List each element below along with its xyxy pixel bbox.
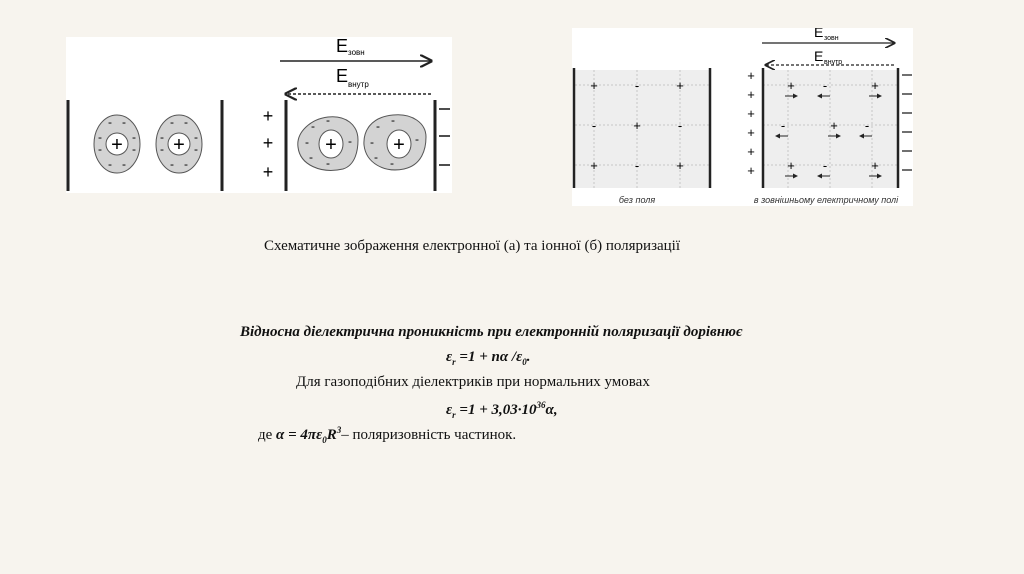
svg-text:-: - (122, 115, 126, 129)
svg-text:-: - (415, 132, 419, 146)
svg-text:-: - (160, 130, 164, 144)
label-in-field: в зовнішньому електричному полі (753, 195, 899, 205)
svg-text:-: - (822, 78, 828, 93)
superscript-36: 36 (536, 400, 546, 410)
svg-text:-: - (591, 118, 597, 133)
e-internal-label: E (336, 66, 349, 86)
radius-symbol: R (326, 427, 337, 443)
svg-text:+: + (871, 158, 879, 173)
formula-body-2: =1 + 3,03·10 (455, 402, 537, 418)
formula-gases (446, 400, 558, 420)
svg-text:-: - (108, 115, 112, 129)
svg-text:-: - (634, 158, 640, 173)
svg-text:-: - (677, 118, 683, 133)
svg-text:-: - (160, 142, 164, 156)
svg-text:+: + (871, 78, 879, 93)
svg-text:+: + (590, 158, 598, 173)
formula-end: . (526, 349, 531, 365)
svg-text:-: - (374, 150, 378, 164)
svg-text:-: - (864, 118, 870, 133)
svg-text:+: + (676, 158, 684, 173)
figure-electronic-polarization (66, 37, 452, 193)
e-internal-label-b: E (814, 48, 824, 64)
e-external-label-b: E (814, 28, 824, 40)
formula-end-2: α, (545, 402, 558, 418)
electronic-polarization-diagram (66, 37, 452, 193)
subscript-r: r (452, 357, 456, 367)
svg-text:-: - (390, 156, 394, 170)
svg-text:-: - (376, 119, 380, 133)
alpha-formula: α = 4πε (276, 427, 323, 443)
superscript-3: 3 (336, 425, 342, 435)
svg-text:+: + (747, 106, 755, 121)
svg-text:-: - (132, 142, 136, 156)
svg-text:-: - (780, 118, 786, 133)
text-prefix: де (258, 427, 277, 443)
svg-text:+: + (393, 134, 405, 156)
text-line-polarizability (258, 425, 516, 445)
svg-text:-: - (108, 157, 112, 171)
svg-text:-: - (98, 142, 102, 156)
svg-text:+: + (747, 125, 755, 140)
ionic-polarization-diagram (572, 28, 913, 206)
svg-text:-: - (170, 157, 174, 171)
formula-body: =1 + nα /ε (455, 349, 523, 365)
label-no-field: без поля (618, 195, 656, 205)
subscript-r-2: r (452, 410, 456, 420)
svg-text:-: - (370, 135, 374, 149)
e-internal-subscript: внутр (348, 80, 369, 89)
svg-text:+: + (633, 118, 641, 133)
svg-text:-: - (194, 142, 198, 156)
figure-caption: Схематичне зображення електронної (а) та іонної (б) поляризації (264, 238, 681, 254)
e-external-subscript: зовн (348, 48, 365, 57)
svg-text:+: + (262, 106, 274, 126)
svg-text:+: + (676, 78, 684, 93)
svg-text:+: + (747, 68, 755, 83)
text-suffix: – поляризовність частинок. (341, 427, 517, 443)
atom-polarized-1 (298, 113, 358, 170)
svg-text:-: - (98, 130, 102, 144)
svg-text:-: - (184, 157, 188, 171)
svg-text:+: + (111, 134, 123, 156)
svg-text:-: - (194, 130, 198, 144)
text-line-gases: Для газоподібних діелектриків при нормальних умовах (296, 374, 650, 390)
figure-ionic-polarization (572, 28, 913, 206)
negative-plate-charges (439, 109, 450, 165)
e-external-subscript-b: зовн (824, 35, 839, 42)
svg-text:-: - (348, 134, 352, 148)
svg-text:-: - (391, 113, 395, 127)
svg-text:-: - (170, 115, 174, 129)
svg-text:+: + (173, 134, 185, 156)
svg-text:-: - (309, 150, 313, 164)
epsilon-symbol-2: ε (446, 402, 453, 418)
svg-text:-: - (122, 157, 126, 171)
e-internal-subscript-b: внутр (824, 59, 843, 66)
svg-text:+: + (787, 158, 795, 173)
positive-plate-charges-b (747, 68, 755, 178)
e-external-label: E (336, 37, 349, 56)
svg-text:-: - (184, 115, 188, 129)
positive-plate-charges (263, 106, 274, 182)
svg-text:-: - (326, 113, 330, 127)
atom-polarized-2 (364, 113, 426, 170)
subscript-0-3: 0 (322, 435, 327, 445)
negative-plate-charges-b (902, 75, 912, 170)
svg-text:-: - (132, 130, 136, 144)
svg-text:-: - (822, 158, 828, 173)
svg-text:-: - (634, 78, 640, 93)
svg-text:+: + (590, 78, 598, 93)
svg-text:-: - (326, 156, 330, 170)
svg-text:-: - (311, 119, 315, 133)
svg-text:+: + (787, 78, 795, 93)
epsilon-symbol: ε (446, 349, 453, 365)
svg-text:-: - (305, 135, 309, 149)
subscript-0: 0 (522, 357, 527, 367)
text-line-permittivity: Відносна діелектрична проникність при електронній поляризації дорівнює (240, 324, 743, 340)
svg-text:+: + (262, 162, 274, 182)
svg-text:+: + (747, 144, 755, 159)
svg-text:+: + (747, 87, 755, 102)
svg-text:+: + (325, 134, 337, 156)
svg-text:+: + (830, 118, 838, 133)
atom-unpolarized-1 (94, 115, 140, 173)
svg-text:+: + (747, 163, 755, 178)
formula-permittivity (446, 349, 530, 367)
atom-unpolarized-2 (156, 115, 202, 173)
svg-text:+: + (262, 133, 274, 153)
